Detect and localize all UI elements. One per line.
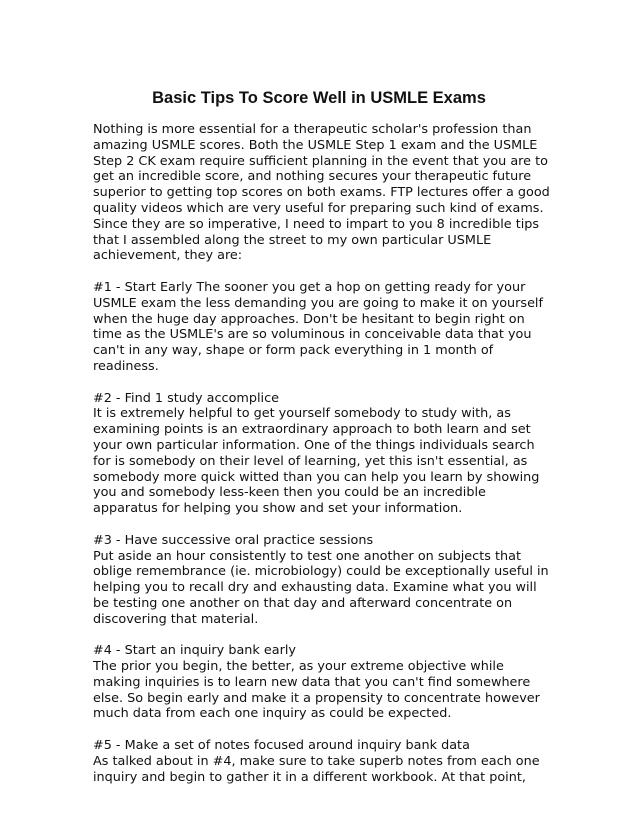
paragraph-tip-3: #3 - Have successive oral practice sessions Put aside an hour consistently to test one another on subjects that oblige remembrance (ie. microbiology) could be exceptionally useful in helping you to recall dry and exhausting data. Examine what you will be testing one another on that day and afterward concentrate on discovering that material.: [93, 532, 549, 627]
paragraph-tip-1: #1 - Start Early The sooner you get a hop on getting ready for your USMLE exam the less demanding you are going to make it on yourself when the huge day approaches. Don't be hesitant to begin right on time as the USMLE's are so voluminous in conceivable data that you can't in any way, shape or form pack everything in 1 month of readiness.: [93, 279, 543, 374]
paragraph-tip-2: #2 - Find 1 study accomplice It is extremely helpful to get yourself somebody to study with, as examining points is an extraordinary approach to both learn and set your own particular information. One of the things individuals search for is somebody on their level of learning, yet this isn't essential, as somebody more quick witted than you can help you learn by showing you and somebody less-keen then you could be an incredible apparatus for helping you show and set your information.: [93, 390, 540, 517]
paragraph-intro: Nothing is more essential for a therapeutic scholar's profession than amazing USMLE scores. Both the USMLE Step 1 exam and the USMLE Step 2 CK exam require sufficient planning in the event that you are to get an incredible score, and nothing secures your therapeutic future superior to getting top scores on both exams. FTP lectures offer a good quality videos which are very useful for preparing such kind of exams. Since they are so imperative, I need to impart to you 8 incredible tips that I assembled along the street to my own particular USMLE achievement, they are:: [93, 122, 550, 264]
document-body: [93, 122, 553, 801]
paragraph-tip-5: #5 - Make a set of notes focused around inquiry bank data As talked about in #4, make sure to take superb notes from each one inquiry and begin to gather it in a different workbook. At that point,: [93, 738, 540, 785]
document-title: Basic Tips To Score Well in USMLE Exams: [152, 89, 486, 107]
paragraph-tip-4: #4 - Start an inquiry bank early The prior you begin, the better, as your extreme objective while making inquiries is to learn new data that you can't find somewhere else. So begin early and make it a propensity to concentrate however much data from each one inquiry as could be expected.: [93, 643, 540, 722]
